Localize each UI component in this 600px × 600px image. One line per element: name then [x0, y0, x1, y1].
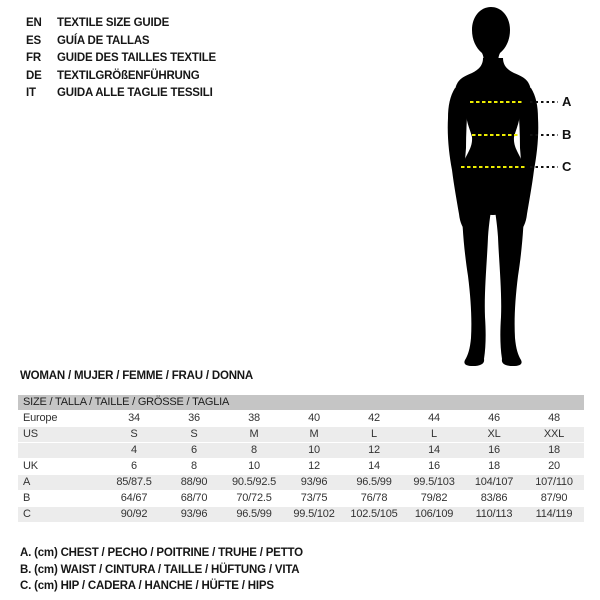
size-cell: 85/87.5	[116, 476, 152, 488]
size-cell: XL	[487, 428, 501, 440]
language-title: GUÍA DE TALLAS	[57, 34, 150, 47]
table-row-waist-b	[18, 491, 584, 507]
size-cell: 46	[488, 412, 500, 424]
size-cell: 16	[488, 444, 500, 456]
language-code: IT	[26, 87, 36, 99]
size-cell: 12	[368, 444, 380, 456]
row-label: A	[23, 476, 31, 488]
table-row-uk	[18, 459, 584, 475]
size-cell: 93/96	[180, 508, 208, 520]
table-row-us-numbers	[18, 443, 584, 459]
size-cell: 102.5/105	[350, 508, 398, 520]
size-cell: 76/78	[360, 492, 388, 504]
size-table-header: SIZE / TALLA / TAILLE / GRÖSSE / TAGLIA	[18, 395, 584, 411]
language-title: TEXTILGRÖßENFÜHRUNG	[57, 69, 200, 82]
size-cell: S	[130, 428, 138, 440]
row-label	[18, 443, 104, 458]
legend-item-waist: B. (cm) WAIST / CINTURA / TAILLE / HÜFTUNG / VITA	[20, 563, 300, 576]
size-table	[18, 395, 584, 523]
size-cell: 48	[548, 412, 560, 424]
size-cell: 12	[308, 460, 320, 472]
language-row	[26, 85, 216, 103]
language-title: TEXTILE SIZE GUIDE	[57, 17, 170, 29]
size-cell: 36	[188, 412, 200, 424]
language-code: FR	[26, 52, 41, 64]
size-cell: XXL	[543, 428, 565, 440]
language-title: GUIDA ALLE TAGLIE TESSILI	[57, 87, 213, 99]
measurement-figure	[425, 2, 600, 368]
language-code: EN	[26, 17, 42, 29]
legend-item-chest: A. (cm) CHEST / PECHO / POITRINE / TRUHE / PETTO	[20, 547, 303, 559]
woman-silhouette-icon	[425, 2, 600, 368]
size-cell: 73/75	[300, 492, 328, 504]
size-cell: 104/107	[474, 476, 514, 488]
size-cell: 88/90	[180, 476, 208, 488]
size-cell: 90/92	[120, 508, 148, 520]
size-cell: 34	[128, 412, 140, 424]
size-cell: 18	[488, 460, 500, 472]
size-cell: 96.5/99	[356, 476, 392, 488]
language-row	[26, 68, 216, 86]
language-code: DE	[26, 69, 42, 82]
size-cell: M	[249, 428, 259, 440]
size-cell: 79/82	[420, 492, 448, 504]
section-title: WOMAN / MUJER / FEMME / FRAU / DONNA	[20, 370, 254, 382]
size-cell: 4	[131, 444, 137, 456]
size-cell: 90.5/92.5	[231, 476, 277, 488]
size-cell: 114/119	[535, 508, 573, 520]
size-cell: 93/96	[300, 476, 328, 488]
language-row	[26, 15, 216, 33]
table-row-europe	[18, 411, 584, 427]
size-cell: S	[190, 428, 198, 440]
row-label: C	[23, 508, 31, 520]
size-cell: 14	[368, 460, 380, 472]
language-row	[26, 50, 216, 68]
size-cell: 10	[308, 444, 320, 456]
size-cell: 6	[191, 444, 197, 456]
size-cell: 68/70	[180, 492, 208, 504]
measure-label-a: A	[562, 94, 572, 109]
row-label: US	[23, 428, 38, 440]
size-cell: 99.5/102	[293, 508, 335, 520]
size-cell: 18	[548, 444, 560, 456]
table-row-us-letters	[18, 427, 584, 443]
size-cell: 38	[248, 412, 260, 424]
size-cell: 14	[428, 444, 440, 456]
size-cell: 20	[548, 460, 560, 472]
size-cell: 96.5/99	[236, 508, 272, 520]
measure-label-b: B	[562, 127, 572, 142]
size-cell: 8	[191, 460, 197, 472]
table-row-hip-c	[18, 507, 584, 523]
language-code: ES	[26, 34, 41, 47]
size-cell: 42	[368, 412, 380, 424]
size-cell: 110/113	[475, 508, 513, 520]
size-cell: 16	[428, 460, 440, 472]
table-row-chest-a	[18, 475, 584, 491]
size-cell: L	[431, 428, 437, 440]
language-title: GUIDE DES TAILLES TEXTILE	[57, 52, 216, 64]
size-cell: 6	[131, 460, 137, 472]
measure-label-c: C	[562, 159, 572, 174]
row-label: B	[23, 492, 31, 504]
size-cell: 70/72.5	[236, 492, 272, 504]
size-cell: 64/67	[120, 492, 148, 504]
size-cell: M	[309, 428, 319, 440]
row-label: UK	[23, 460, 38, 472]
row-label: Europe	[23, 412, 58, 424]
size-cell: 83/86	[480, 492, 508, 504]
size-cell: 44	[428, 412, 440, 424]
size-cell: L	[371, 428, 377, 440]
size-cell: 99.5/103	[413, 476, 455, 488]
language-title-block	[26, 15, 216, 103]
size-cell: 106/109	[414, 508, 454, 520]
size-cell: 107/110	[535, 476, 573, 488]
size-cell: 40	[308, 412, 320, 424]
legend-item-hip: C. (cm) HIP / CADERA / HANCHE / HÜFTE / HIPS	[20, 580, 274, 592]
size-cell: 10	[248, 460, 260, 472]
measurement-legend	[20, 545, 303, 595]
size-cell: 8	[251, 444, 257, 456]
language-row	[26, 33, 216, 51]
size-cell: 87/90	[540, 492, 568, 504]
